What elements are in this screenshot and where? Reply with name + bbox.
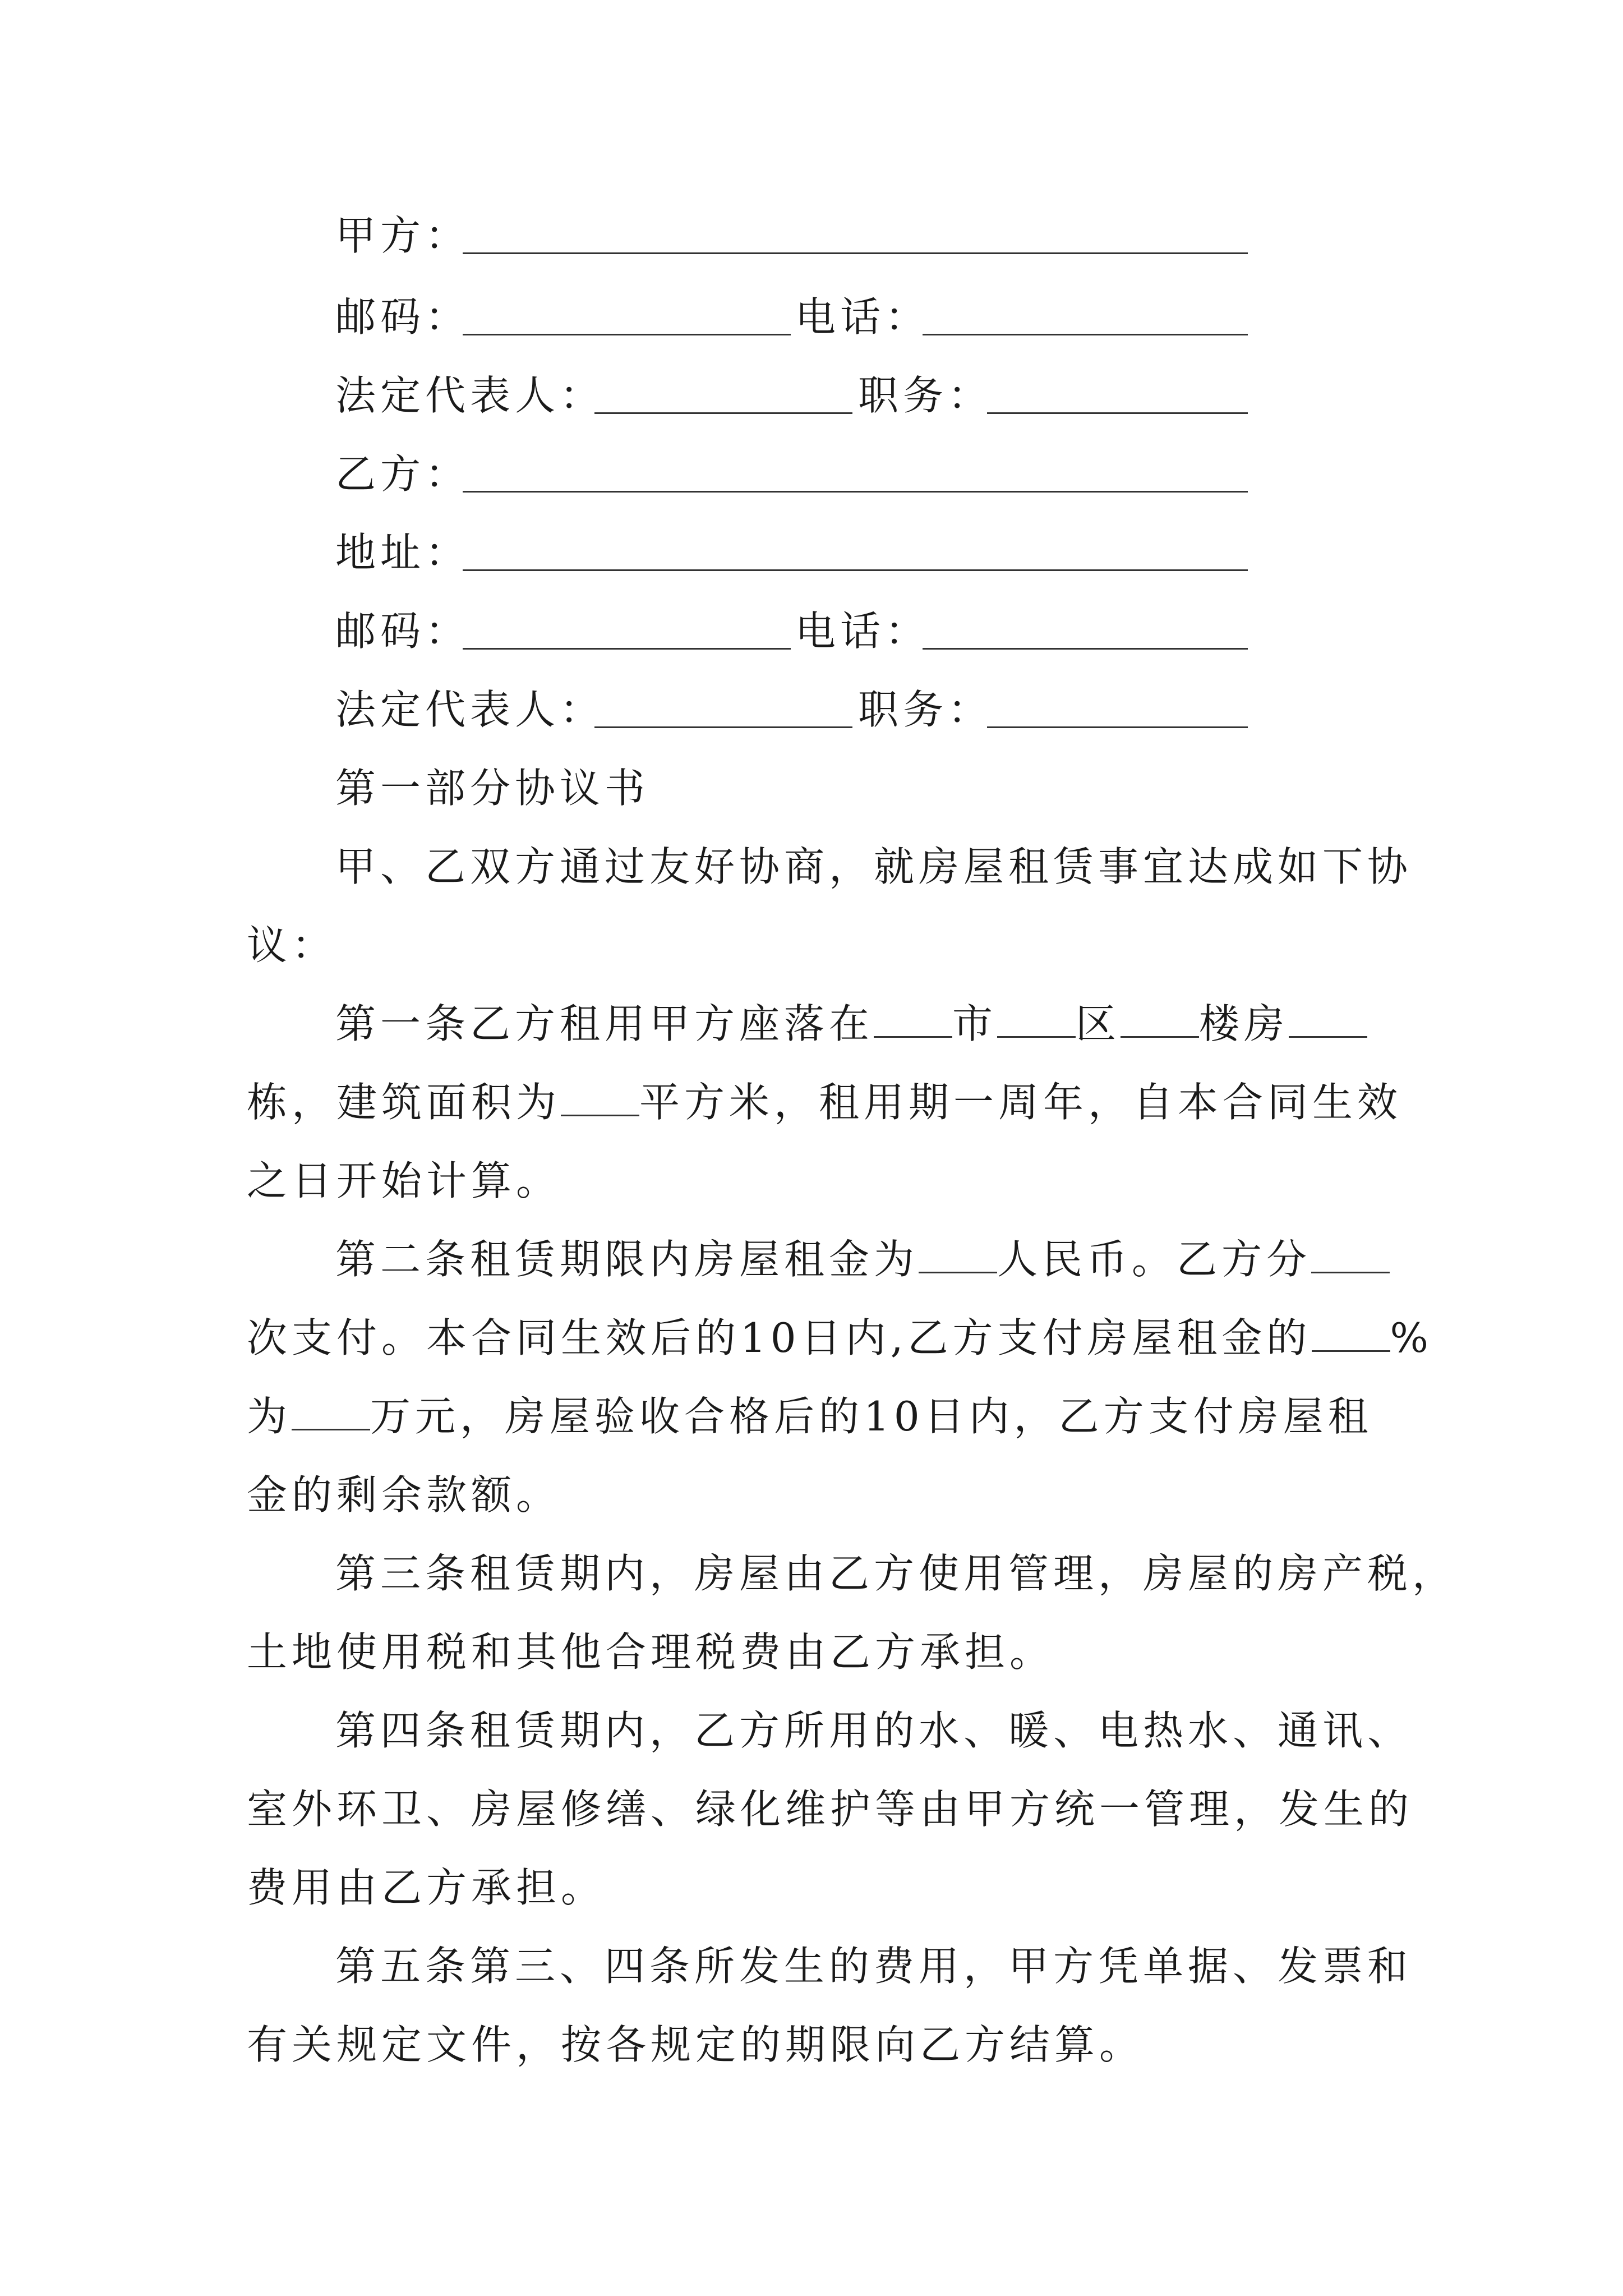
city-blank[interactable] [874, 991, 952, 1038]
article-1-text-3: 区 [1076, 1000, 1121, 1047]
article-1-text-2: 市 [952, 1000, 998, 1047]
party-a-legal-rep-blank[interactable] [594, 412, 852, 414]
article-2-text-2: 人民币。乙方分 [997, 1236, 1312, 1283]
building-blank[interactable] [1121, 991, 1199, 1038]
percent-blank[interactable] [1312, 1305, 1390, 1352]
party-b-address-label: 地址： [335, 529, 471, 576]
article-2-line-4: 金的剩余款额。 [247, 1471, 561, 1519]
area-blank[interactable] [561, 1070, 639, 1116]
amount-wan-blank[interactable] [292, 1384, 370, 1430]
district-blank[interactable] [997, 991, 1076, 1038]
article-1-line-3: 之日开始计算。 [247, 1157, 561, 1204]
installments-blank[interactable] [1311, 1227, 1390, 1273]
article-2-text-1: 第二条租赁期限内房屋租金为 [335, 1236, 919, 1283]
party-b-phone-label: 电话： [795, 608, 930, 655]
article-2-line-3 [247, 1377, 1373, 1456]
article-2-text-6: 万元，房屋验收合格后的10日内，乙方支付房屋租 [370, 1393, 1373, 1440]
party-a-postcode-label: 邮码： [335, 293, 471, 341]
article-2-line-2 [247, 1299, 1433, 1377]
article-5-line-1: 第五条第三、四条所发生的费用，甲方凭单据、发票和 [335, 1943, 1413, 1990]
article-1-text-1: 第一条乙方租用甲方座落在 [335, 1000, 874, 1047]
party-a-legal-rep-label: 法定代表人： [335, 372, 605, 419]
party-a-phone-label: 电话： [795, 293, 930, 341]
party-a-position-label: 职务： [858, 372, 993, 419]
article-1-text-5: 栋，建筑面积为 [247, 1079, 561, 1126]
section-title: 第一部分协议书 [335, 765, 650, 812]
party-b-legal-rep-blank[interactable] [594, 726, 852, 728]
article-1-line-2 [247, 1063, 1402, 1142]
party-a-position-blank[interactable] [987, 412, 1248, 414]
party-b-legal-rep-label: 法定代表人： [335, 686, 605, 733]
article-4-line-2: 室外环卫、房屋修缮、绿化维护等由甲方统一管理，发生的 [247, 1786, 1414, 1833]
party-b-address-blank[interactable] [463, 569, 1248, 571]
party-a-postcode-blank[interactable] [463, 334, 791, 335]
article-1-line-1 [335, 984, 1367, 1063]
party-b-postcode-blank[interactable] [463, 648, 791, 650]
party-a-phone-blank[interactable] [923, 334, 1248, 335]
article-1-text-4: 楼房 [1199, 1000, 1289, 1047]
party-a-label: 甲方： [335, 212, 471, 259]
article-3-line-1: 第三条租赁期内，房屋由乙方使用管理，房屋的房产税， [335, 1550, 1458, 1597]
article-2-text-4: % [1390, 1314, 1433, 1361]
article-2-line-1 [335, 1220, 1390, 1299]
building-number-blank[interactable] [1289, 991, 1367, 1038]
rent-amount-blank[interactable] [919, 1227, 997, 1273]
article-5-line-2: 有关规定文件，按各规定的期限向乙方结算。 [247, 2021, 1145, 2068]
party-b-label: 乙方： [335, 450, 471, 498]
intro-line-2: 议： [247, 922, 337, 969]
article-4-line-3: 费用由乙方承担。 [247, 1864, 606, 1911]
party-b-blank[interactable] [463, 491, 1248, 493]
article-4-line-1: 第四条租赁期内，乙方所用的水、暖、电热水、通讯、 [335, 1707, 1413, 1754]
article-2-text-3: 次支付。本合同生效后的10日内,乙方支付房屋租金的 [247, 1314, 1312, 1361]
article-3-line-2: 土地使用税和其他合理税费由乙方承担。 [247, 1628, 1055, 1676]
article-2-text-5: 为 [247, 1393, 292, 1440]
party-b-position-label: 职务： [858, 686, 993, 733]
party-b-phone-blank[interactable] [923, 648, 1248, 650]
article-1-text-6: 平方米，租用期一周年，自本合同生效 [639, 1079, 1403, 1126]
party-b-postcode-label: 邮码： [335, 608, 471, 655]
intro-line-1: 甲、乙双方通过友好协商，就房屋租赁事宜达成如下协 [335, 843, 1413, 890]
party-a-blank[interactable] [463, 252, 1248, 254]
party-b-position-blank[interactable] [987, 726, 1248, 728]
